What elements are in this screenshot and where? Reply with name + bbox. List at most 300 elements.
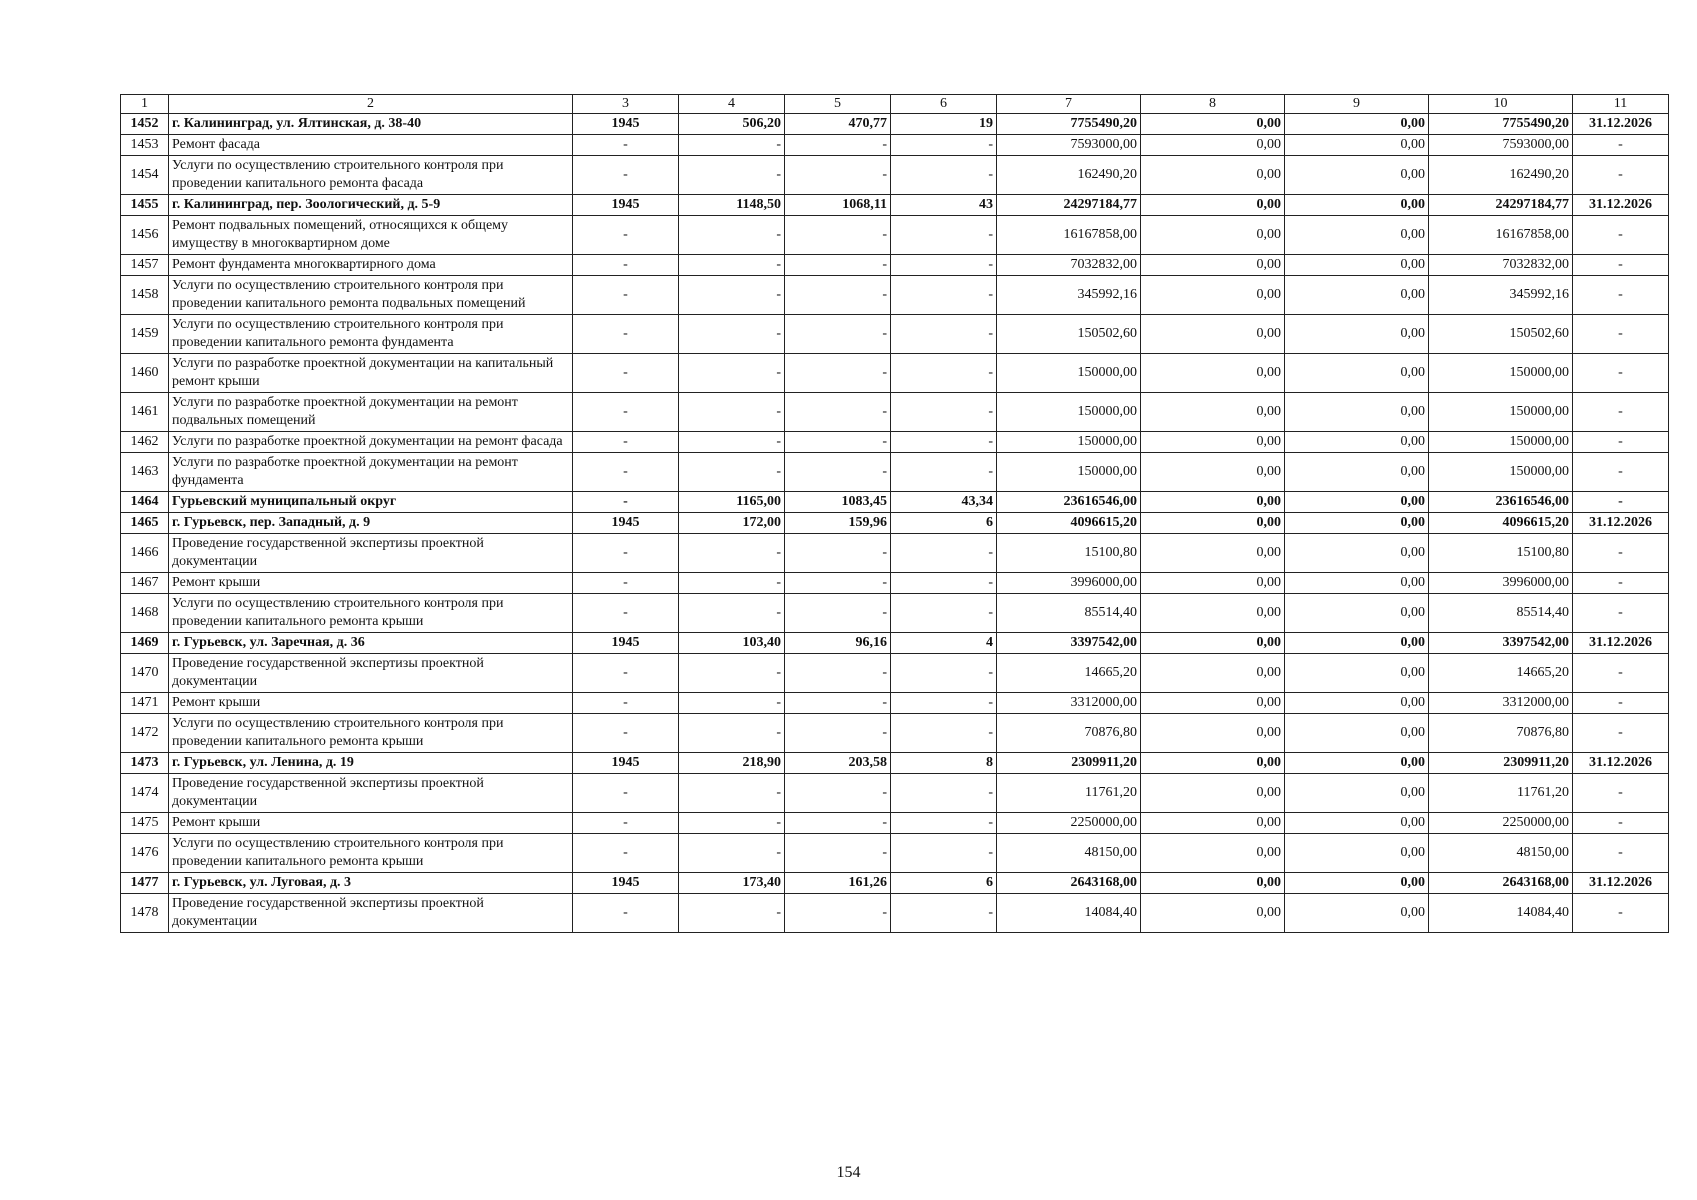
work-name: Ремонт крыши	[169, 573, 573, 594]
residents-cell: 43	[891, 195, 997, 216]
area-living-cell: -	[785, 276, 891, 315]
deadline-cell: -	[1573, 216, 1669, 255]
area-total-cell: 506,20	[679, 114, 785, 135]
year-cell: 1945	[573, 195, 679, 216]
row-number: 1454	[121, 156, 169, 195]
work-name: г. Калининград, пер. Зоологический, д. 5-9	[169, 195, 573, 216]
cost-total-cell: 48150,00	[997, 834, 1141, 873]
residents-cell: 43,34	[891, 492, 997, 513]
cost-cell: 0,00	[1141, 573, 1285, 594]
program-table	[120, 94, 1669, 933]
table-row	[121, 774, 1669, 813]
area-total-cell: -	[679, 714, 785, 753]
cost-cell: 0,00	[1285, 432, 1429, 453]
table-row	[121, 453, 1669, 492]
deadline-cell: 31.12.2026	[1573, 195, 1669, 216]
year-cell: 1945	[573, 513, 679, 534]
row-number: 1453	[121, 135, 169, 156]
work-name: Услуги по осуществлению строительного контроля при проведении капитального ремонта подвальных помещений	[169, 276, 573, 315]
area-total-cell: 218,90	[679, 753, 785, 774]
year-cell: -	[573, 813, 679, 834]
year-cell: -	[573, 216, 679, 255]
cost-cell: 0,00	[1285, 255, 1429, 276]
deadline-cell: -	[1573, 315, 1669, 354]
residents-cell: -	[891, 255, 997, 276]
cost-cell: 2250000,00	[1429, 813, 1573, 834]
cost-cell: 0,00	[1285, 753, 1429, 774]
year-cell: -	[573, 894, 679, 933]
cost-cell: 0,00	[1285, 534, 1429, 573]
cost-cell: 0,00	[1285, 774, 1429, 813]
cost-cell: 4096615,20	[1429, 513, 1573, 534]
cost-cell: 0,00	[1141, 873, 1285, 894]
cost-cell: 14665,20	[1429, 654, 1573, 693]
cost-cell: 0,00	[1285, 894, 1429, 933]
residents-cell: -	[891, 714, 997, 753]
cost-cell: 0,00	[1285, 654, 1429, 693]
year-cell: 1945	[573, 753, 679, 774]
year-cell: 1945	[573, 633, 679, 654]
table-row-object	[121, 753, 1669, 774]
row-number: 1468	[121, 594, 169, 633]
work-name: Гурьевский муниципальный округ	[169, 492, 573, 513]
area-living-cell: 159,96	[785, 513, 891, 534]
area-total-cell: -	[679, 156, 785, 195]
cost-cell: 23616546,00	[1429, 492, 1573, 513]
cost-total-cell: 7593000,00	[997, 135, 1141, 156]
year-cell: 1945	[573, 873, 679, 894]
row-number: 1467	[121, 573, 169, 594]
cost-total-cell: 24297184,77	[997, 195, 1141, 216]
deadline-cell: -	[1573, 534, 1669, 573]
cost-cell: 0,00	[1285, 354, 1429, 393]
cost-cell: 3397542,00	[1429, 633, 1573, 654]
cost-cell: 0,00	[1141, 156, 1285, 195]
work-name: Услуги по разработке проектной документации на ремонт фасада	[169, 432, 573, 453]
area-total-cell: -	[679, 813, 785, 834]
row-number: 1471	[121, 693, 169, 714]
cost-cell: 0,00	[1141, 834, 1285, 873]
deadline-cell: 31.12.2026	[1573, 114, 1669, 135]
area-total-cell: -	[679, 573, 785, 594]
year-cell: -	[573, 492, 679, 513]
column-header: 8	[1141, 95, 1285, 114]
area-living-cell: -	[785, 156, 891, 195]
cost-total-cell: 16167858,00	[997, 216, 1141, 255]
table-row-object	[121, 195, 1669, 216]
area-living-cell: -	[785, 594, 891, 633]
cost-cell: 70876,80	[1429, 714, 1573, 753]
column-header: 9	[1285, 95, 1429, 114]
cost-cell: 85514,40	[1429, 594, 1573, 633]
cost-cell: 0,00	[1141, 453, 1285, 492]
area-living-cell: -	[785, 834, 891, 873]
deadline-cell: -	[1573, 492, 1669, 513]
column-header: 3	[573, 95, 679, 114]
cost-cell: 0,00	[1141, 513, 1285, 534]
area-living-cell: 1068,11	[785, 195, 891, 216]
table-body	[121, 114, 1669, 933]
area-total-cell: -	[679, 315, 785, 354]
deadline-cell: 31.12.2026	[1573, 753, 1669, 774]
table-row	[121, 594, 1669, 633]
table-row-object	[121, 873, 1669, 894]
cost-cell: 150000,00	[1429, 432, 1573, 453]
cost-cell: 150502,60	[1429, 315, 1573, 354]
area-living-cell: -	[785, 654, 891, 693]
cost-cell: 16167858,00	[1429, 216, 1573, 255]
cost-cell: 0,00	[1141, 432, 1285, 453]
row-number: 1458	[121, 276, 169, 315]
deadline-cell: -	[1573, 693, 1669, 714]
cost-total-cell: 7032832,00	[997, 255, 1141, 276]
cost-total-cell: 3996000,00	[997, 573, 1141, 594]
area-total-cell: -	[679, 693, 785, 714]
row-number: 1477	[121, 873, 169, 894]
cost-cell: 0,00	[1141, 714, 1285, 753]
table-row	[121, 693, 1669, 714]
cost-cell: 0,00	[1141, 354, 1285, 393]
deadline-cell: -	[1573, 813, 1669, 834]
deadline-cell: -	[1573, 894, 1669, 933]
cost-cell: 0,00	[1285, 453, 1429, 492]
column-header: 4	[679, 95, 785, 114]
row-number: 1457	[121, 255, 169, 276]
area-total-cell: -	[679, 354, 785, 393]
residents-cell: -	[891, 534, 997, 573]
work-name: Услуги по разработке проектной документации на ремонт фундамента	[169, 453, 573, 492]
cost-cell: 15100,80	[1429, 534, 1573, 573]
row-number: 1462	[121, 432, 169, 453]
cost-total-cell: 150000,00	[997, 432, 1141, 453]
cost-cell: 345992,16	[1429, 276, 1573, 315]
cost-total-cell: 150000,00	[997, 453, 1141, 492]
cost-cell: 2309911,20	[1429, 753, 1573, 774]
residents-cell: -	[891, 774, 997, 813]
year-cell: 1945	[573, 114, 679, 135]
table-row-object	[121, 633, 1669, 654]
residents-cell: -	[891, 432, 997, 453]
year-cell: -	[573, 255, 679, 276]
cost-cell: 0,00	[1141, 813, 1285, 834]
area-total-cell: -	[679, 216, 785, 255]
cost-cell: 7755490,20	[1429, 114, 1573, 135]
residents-cell: 6	[891, 873, 997, 894]
cost-cell: 2643168,00	[1429, 873, 1573, 894]
area-total-cell: 1165,00	[679, 492, 785, 513]
cost-cell: 24297184,77	[1429, 195, 1573, 216]
area-living-cell: -	[785, 432, 891, 453]
row-number: 1463	[121, 453, 169, 492]
row-number: 1470	[121, 654, 169, 693]
table-row	[121, 894, 1669, 933]
table-row	[121, 255, 1669, 276]
residents-cell: -	[891, 315, 997, 354]
cost-cell: 0,00	[1285, 276, 1429, 315]
column-header: 6	[891, 95, 997, 114]
year-cell: -	[573, 135, 679, 156]
cost-cell: 0,00	[1141, 753, 1285, 774]
cost-cell: 0,00	[1141, 195, 1285, 216]
row-number: 1473	[121, 753, 169, 774]
row-number: 1455	[121, 195, 169, 216]
area-total-cell: 103,40	[679, 633, 785, 654]
residents-cell: -	[891, 813, 997, 834]
row-number: 1466	[121, 534, 169, 573]
deadline-cell: 31.12.2026	[1573, 873, 1669, 894]
cost-cell: 3996000,00	[1429, 573, 1573, 594]
table-row	[121, 276, 1669, 315]
residents-cell: -	[891, 693, 997, 714]
row-number: 1452	[121, 114, 169, 135]
row-number: 1474	[121, 774, 169, 813]
area-total-cell: 172,00	[679, 513, 785, 534]
row-number: 1476	[121, 834, 169, 873]
area-total-cell: -	[679, 393, 785, 432]
area-living-cell: -	[785, 354, 891, 393]
cost-cell: 0,00	[1285, 216, 1429, 255]
area-living-cell: -	[785, 774, 891, 813]
area-living-cell: 203,58	[785, 753, 891, 774]
work-name: г. Гурьевск, ул. Ленина, д. 19	[169, 753, 573, 774]
cost-total-cell: 14665,20	[997, 654, 1141, 693]
work-name: г. Гурьевск, пер. Западный, д. 9	[169, 513, 573, 534]
column-header: 1	[121, 95, 169, 114]
year-cell: -	[573, 834, 679, 873]
year-cell: -	[573, 276, 679, 315]
row-number: 1464	[121, 492, 169, 513]
residents-cell: -	[891, 393, 997, 432]
work-name: Ремонт подвальных помещений, относящихся к общему имуществу в многоквартирном доме	[169, 216, 573, 255]
area-total-cell: -	[679, 453, 785, 492]
residents-cell: 6	[891, 513, 997, 534]
cost-cell: 0,00	[1285, 195, 1429, 216]
cost-total-cell: 4096615,20	[997, 513, 1141, 534]
deadline-cell: -	[1573, 255, 1669, 276]
cost-cell: 0,00	[1141, 276, 1285, 315]
work-name: Ремонт фундамента многоквартирного дома	[169, 255, 573, 276]
cost-cell: 0,00	[1285, 513, 1429, 534]
cost-cell: 0,00	[1285, 156, 1429, 195]
cost-cell: 0,00	[1285, 393, 1429, 432]
residents-cell: -	[891, 594, 997, 633]
work-name: г. Гурьевск, ул. Заречная, д. 36	[169, 633, 573, 654]
row-number: 1465	[121, 513, 169, 534]
cost-total-cell: 2250000,00	[997, 813, 1141, 834]
year-cell: -	[573, 156, 679, 195]
cost-total-cell: 3397542,00	[997, 633, 1141, 654]
table-row	[121, 315, 1669, 354]
cost-cell: 0,00	[1285, 813, 1429, 834]
area-total-cell: -	[679, 255, 785, 276]
deadline-cell: -	[1573, 432, 1669, 453]
cost-cell: 150000,00	[1429, 354, 1573, 393]
area-living-cell: 161,26	[785, 873, 891, 894]
residents-cell: -	[891, 573, 997, 594]
year-cell: -	[573, 534, 679, 573]
table-row	[121, 813, 1669, 834]
work-name: г. Гурьевск, ул. Луговая, д. 3	[169, 873, 573, 894]
row-number: 1475	[121, 813, 169, 834]
area-total-cell: -	[679, 135, 785, 156]
cost-cell: 0,00	[1141, 894, 1285, 933]
cost-total-cell: 345992,16	[997, 276, 1141, 315]
residents-cell: -	[891, 156, 997, 195]
cost-cell: 0,00	[1141, 594, 1285, 633]
deadline-cell: -	[1573, 135, 1669, 156]
year-cell: -	[573, 654, 679, 693]
deadline-cell: -	[1573, 654, 1669, 693]
residents-cell: -	[891, 894, 997, 933]
residents-cell: 8	[891, 753, 997, 774]
column-header: 5	[785, 95, 891, 114]
cost-cell: 0,00	[1285, 693, 1429, 714]
cost-cell: 0,00	[1285, 633, 1429, 654]
work-name: Проведение государственной экспертизы проектной документации	[169, 894, 573, 933]
table-row-object	[121, 492, 1669, 513]
page-number: 154	[836, 1164, 861, 1181]
row-number: 1459	[121, 315, 169, 354]
column-header: 10	[1429, 95, 1573, 114]
row-number: 1469	[121, 633, 169, 654]
work-name: Проведение государственной экспертизы проектной документации	[169, 534, 573, 573]
column-header: 2	[169, 95, 573, 114]
cost-cell: 0,00	[1141, 693, 1285, 714]
deadline-cell: -	[1573, 573, 1669, 594]
work-name: Проведение государственной экспертизы проектной документации	[169, 774, 573, 813]
residents-cell: -	[891, 453, 997, 492]
table-row-object	[121, 513, 1669, 534]
area-living-cell: 1083,45	[785, 492, 891, 513]
cost-cell: 0,00	[1285, 315, 1429, 354]
area-living-cell: -	[785, 813, 891, 834]
area-living-cell: -	[785, 315, 891, 354]
cost-cell: 150000,00	[1429, 453, 1573, 492]
area-living-cell: 470,77	[785, 114, 891, 135]
area-living-cell: -	[785, 216, 891, 255]
row-number: 1472	[121, 714, 169, 753]
cost-cell: 0,00	[1141, 654, 1285, 693]
cost-total-cell: 70876,80	[997, 714, 1141, 753]
cost-cell: 0,00	[1285, 114, 1429, 135]
work-name: Проведение государственной экспертизы проектной документации	[169, 654, 573, 693]
work-name: Услуги по разработке проектной документации на капитальный ремонт крыши	[169, 354, 573, 393]
deadline-cell: -	[1573, 714, 1669, 753]
cost-total-cell: 150000,00	[997, 393, 1141, 432]
cost-cell: 0,00	[1285, 834, 1429, 873]
year-cell: -	[573, 393, 679, 432]
cost-cell: 0,00	[1141, 135, 1285, 156]
table-row	[121, 216, 1669, 255]
work-name: Услуги по осуществлению строительного контроля при проведении капитального ремонта крыши	[169, 714, 573, 753]
area-living-cell: -	[785, 693, 891, 714]
deadline-cell: -	[1573, 354, 1669, 393]
deadline-cell: -	[1573, 594, 1669, 633]
deadline-cell: -	[1573, 453, 1669, 492]
table-row	[121, 573, 1669, 594]
row-number: 1478	[121, 894, 169, 933]
year-cell: -	[573, 594, 679, 633]
cost-total-cell: 3312000,00	[997, 693, 1141, 714]
year-cell: -	[573, 453, 679, 492]
area-living-cell: -	[785, 894, 891, 933]
cost-cell: 0,00	[1141, 315, 1285, 354]
cost-total-cell: 2309911,20	[997, 753, 1141, 774]
table-row	[121, 714, 1669, 753]
table-row	[121, 354, 1669, 393]
area-total-cell: -	[679, 894, 785, 933]
work-name: Ремонт крыши	[169, 813, 573, 834]
year-cell: -	[573, 315, 679, 354]
year-cell: -	[573, 693, 679, 714]
residents-cell: -	[891, 354, 997, 393]
area-total-cell: -	[679, 594, 785, 633]
deadline-cell: 31.12.2026	[1573, 513, 1669, 534]
table-row-object	[121, 114, 1669, 135]
cost-cell: 0,00	[1285, 714, 1429, 753]
area-living-cell: -	[785, 573, 891, 594]
cost-cell: 0,00	[1141, 255, 1285, 276]
residents-cell: 4	[891, 633, 997, 654]
column-header: 11	[1573, 95, 1669, 114]
work-name: Ремонт крыши	[169, 693, 573, 714]
table-row	[121, 834, 1669, 873]
cost-total-cell: 150000,00	[997, 354, 1141, 393]
table-row	[121, 393, 1669, 432]
year-cell: -	[573, 573, 679, 594]
work-name: Услуги по осуществлению строительного контроля при проведении капитального ремонта фасада	[169, 156, 573, 195]
cost-cell: 7032832,00	[1429, 255, 1573, 276]
table-row	[121, 156, 1669, 195]
cost-cell: 3312000,00	[1429, 693, 1573, 714]
residents-cell: -	[891, 276, 997, 315]
cost-total-cell: 23616546,00	[997, 492, 1141, 513]
column-number-row	[121, 95, 1669, 114]
deadline-cell: -	[1573, 834, 1669, 873]
row-number: 1460	[121, 354, 169, 393]
cost-total-cell: 15100,80	[997, 534, 1141, 573]
cost-cell: 150000,00	[1429, 393, 1573, 432]
cost-total-cell: 85514,40	[997, 594, 1141, 633]
deadline-cell: 31.12.2026	[1573, 633, 1669, 654]
area-living-cell: -	[785, 135, 891, 156]
table-row	[121, 534, 1669, 573]
area-total-cell: -	[679, 774, 785, 813]
table-row	[121, 135, 1669, 156]
residents-cell: -	[891, 654, 997, 693]
cost-cell: 0,00	[1285, 873, 1429, 894]
cost-cell: 11761,20	[1429, 774, 1573, 813]
cost-total-cell: 150502,60	[997, 315, 1141, 354]
cost-total-cell: 11761,20	[997, 774, 1141, 813]
deadline-cell: -	[1573, 774, 1669, 813]
area-living-cell: -	[785, 255, 891, 276]
area-total-cell: -	[679, 432, 785, 453]
deadline-cell: -	[1573, 276, 1669, 315]
work-name: Услуги по осуществлению строительного контроля при проведении капитального ремонта крыши	[169, 594, 573, 633]
area-living-cell: -	[785, 453, 891, 492]
area-living-cell: 96,16	[785, 633, 891, 654]
cost-cell: 162490,20	[1429, 156, 1573, 195]
cost-total-cell: 2643168,00	[997, 873, 1141, 894]
cost-total-cell: 7755490,20	[997, 114, 1141, 135]
deadline-cell: -	[1573, 393, 1669, 432]
residents-cell: -	[891, 135, 997, 156]
cost-total-cell: 162490,20	[997, 156, 1141, 195]
residents-cell: 19	[891, 114, 997, 135]
cost-cell: 0,00	[1285, 135, 1429, 156]
area-total-cell: -	[679, 834, 785, 873]
